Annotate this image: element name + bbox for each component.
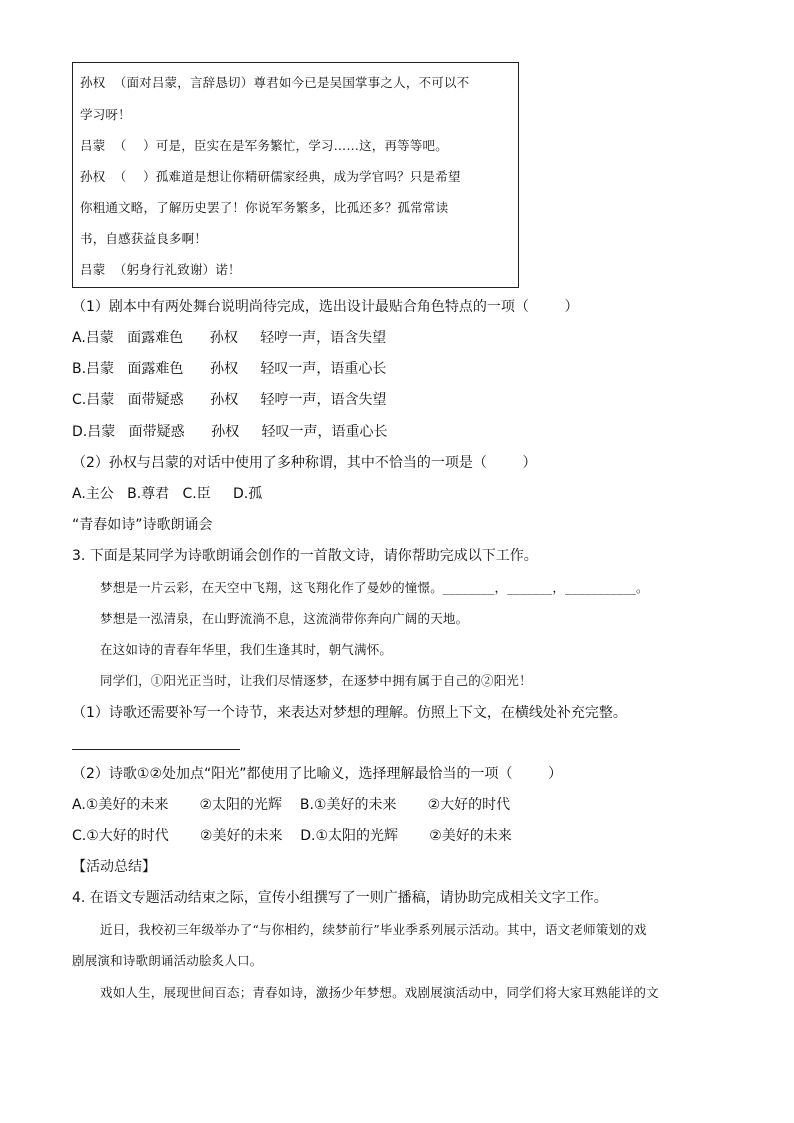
script-line: 吕蒙 （ ）可是，臣实在是军务繁忙，学习……这，再等等吧。 <box>80 138 448 153</box>
poem-line: 梦想是一泓清泉，在山野流淌不息，这流淌带你奔向广阔的天地。 <box>100 611 469 626</box>
question-3-sub1: （1）诗歌还需要补写一个诗节，来表达对梦想的理解。仿照上下文，在横线处补充完整。 <box>72 705 627 721</box>
q3-options-row-1: A.①美好的未来 ②太阳的光辉 B.①美好的未来 ②大好的时代 <box>72 797 511 813</box>
q3-options-row-2: C.①大好的时代 ②美好的未来 D.①太阳的光辉 ②美好的未来 <box>72 828 512 844</box>
poem-line: 在这如诗的青春年华里，我们生逢其时，朝气满怀。 <box>100 642 393 657</box>
question-3-sub2: （2）诗歌①②处加点“阳光”都使用了比喻义，选择理解最恰当的一项（ ） <box>72 766 563 782</box>
question-4-stem: 4. 在语文专题活动结束之际，宣传小组撰写了一则广播稿，请协助完成相关文字工作。 <box>72 890 608 906</box>
script-line: 书，自感获益良多啊！ <box>80 231 208 246</box>
option-d: D.吕蒙 面带疑惑 孙权 轻叹一声，语重心长 <box>72 424 388 440</box>
broadcast-paragraph-line: 近日，我校初三年级举办了“与你相约，续梦前行”毕业季系列展示活动。其中，语文老师策划的戏 <box>100 922 647 937</box>
section-heading-poetry: “青春如诗”诗歌朗诵会 <box>72 517 213 533</box>
option-a: A.吕蒙 面露难色 孙权 轻哼一声，语含失望 <box>72 330 387 346</box>
poem-line: 梦想是一片云彩，在天空中飞翔，这飞翔化作了曼妙的憧憬。________，_______，___________。 <box>100 580 649 595</box>
script-line: 孙权 （ ）孤难道是想让你精研儒家经典，成为学官吗？只是希望 <box>80 169 461 184</box>
broadcast-paragraph-line: 剧展演和诗歌朗诵活动脍炙人口。 <box>72 953 263 968</box>
question-1-sub1: （1）剧本中有两处舞台说明尚待完成，选出设计最贴合角色特点的一项（ ） <box>72 299 579 315</box>
answer-blank-line[interactable] <box>72 749 240 750</box>
script-line: 吕蒙 （躬身行礼致谢）诺！ <box>80 262 241 277</box>
question-3-stem: 3. 下面是某同学为诗歌朗诵会创作的一首散文诗，请你帮助完成以下工作。 <box>72 548 538 564</box>
script-line: 孙权 （面对吕蒙，言辞恳切）尊君如今已是吴国掌事之人，不可以不 <box>80 75 470 90</box>
script-line: 你粗通文略，了解历史罢了！你说军务繁多，比孤还多？孤常常读 <box>80 200 449 215</box>
script-line: 学习呀！ <box>80 107 131 122</box>
poem-line: 同学们，①阳光正当时，让我们尽情逐梦，在逐梦中拥有属于自己的②阳光！ <box>100 673 532 688</box>
broadcast-paragraph-line: 戏如人生，展现世间百态；青春如诗，激扬少年梦想。戏剧展演活动中，同学们将大家耳熟能详的文 <box>100 985 659 1000</box>
option-b: B.吕蒙 面露难色 孙权 轻叹一声，语重心长 <box>72 361 387 377</box>
sub2-options: A.主公 B.尊君 C.臣 D.孤 <box>72 486 263 502</box>
question-1-sub2: （2）孙权与吕蒙的对话中使用了多种称谓，其中不恰当的一项是（ ） <box>72 455 537 471</box>
section-heading-summary: 【活动总结】 <box>72 859 156 875</box>
option-c: C.吕蒙 面带疑惑 孙权 轻哼一声，语含失望 <box>72 392 387 408</box>
